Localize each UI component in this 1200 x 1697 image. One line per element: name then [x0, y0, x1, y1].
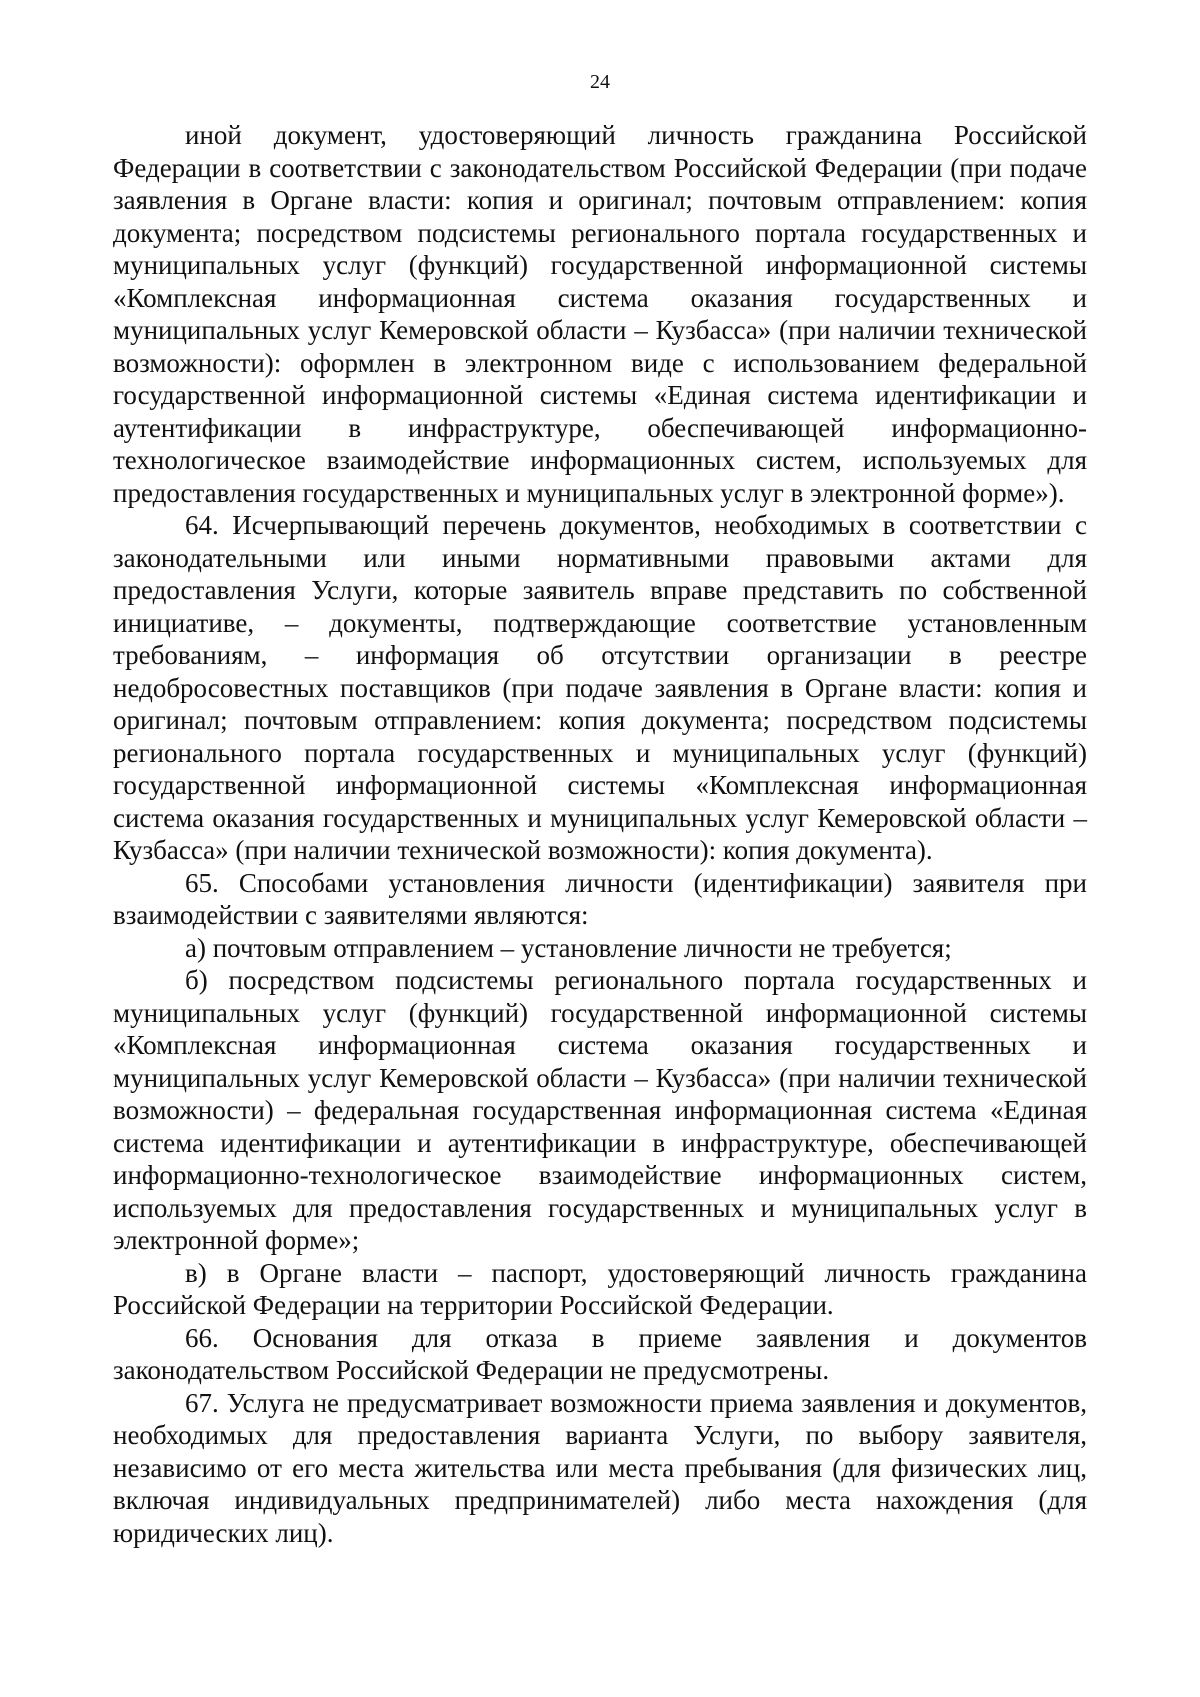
paragraph-64: 64. Исчерпывающий перечень документов, необходимых в соответствии с законодательными или иными нормативными правовыми актами для предоставления Услуги, которые заявитель вправе представить по собственной инициативе, – документы, подтверждающие соответствие установленным требованиям, – информация об отсутствии организации в реестре недобросовестных поставщиков (при подаче заявления в Органе власти: копия и оригинал; почтовым отправлением: копия документа; посредством подсистемы регионального портала государственных и муниципальных услуг (функций) государственной информационной системы «Комплексная информационная система оказания государственных и муниципальных услуг Кемеровской области – Кузбасса» (при наличии технической возможности): копия документа).: [113, 510, 1087, 865]
paragraph-65-item-a: а) почтовым отправлением – установление личности не требуется;: [185, 932, 952, 963]
paragraph-65-item-v: в) в Органе власти – паспорт, удостоверяющий личность гражданина Российской Федерации на территории Российской Федерации.: [113, 1257, 1087, 1320]
paragraph-65: 65. Способами установления личности (идентификации) заявителя при взаимодействии с заявителями являются:: [113, 867, 1087, 930]
page-number: 24: [590, 71, 610, 93]
paragraph-67: 67. Услуга не предусматривает возможности приема заявления и документов, необходимых для предоставления варианта Услуги, по выбору заявителя, независимо от его места жительства или места пребывания (для физических лиц, включая индивидуальных предпринимателей) либо места нахождения (для юридических лиц).: [113, 1387, 1087, 1548]
paragraph-66: 66. Основания для отказа в приеме заявления и документов законодательством Российской Федерации не предусмотрены.: [113, 1322, 1087, 1385]
document-body: [113, 119, 1087, 1549]
paragraph-identity-document: иной документ, удостоверяющий личность гражданина Российской Федерации в соответствии с законодательством Российской Федерации (при подаче заявления в Органе власти: копия и оригинал; почтовым отправлением: копия документа; посредством подсистемы регионального портала государственных и муниципальных услуг (функций) государственной информационной системы «Комплексная информационная система оказания государственных и муниципальных услуг Кемеровской области – Кузбасса» (при наличии технической возможности): оформлен в электронном виде с использованием федеральной государственной информационной системы «Единая система идентификации и аутентификации в инфраструктуре, обеспечивающей информационно-технологическое взаимодействие информационных систем, используемых для предоставления государственных и муниципальных услуг в электронной форме»).: [113, 120, 1087, 508]
paragraph-65-item-b: б) посредством подсистемы регионального портала государственных и муниципальных услуг (функций) государственной информационной системы «Комплексная информационная система оказания государственных и муниципальных услуг Кемеровской области – Кузбасса» (при наличии технической возможности) – федеральная государственная информационная система «Единая система идентификации и аутентификации в инфраструктуре, обеспечивающей информационно-технологическое взаимодействие информационных систем, используемых для предоставления государственных и муниципальных услуг в электронной форме»;: [113, 965, 1087, 1255]
